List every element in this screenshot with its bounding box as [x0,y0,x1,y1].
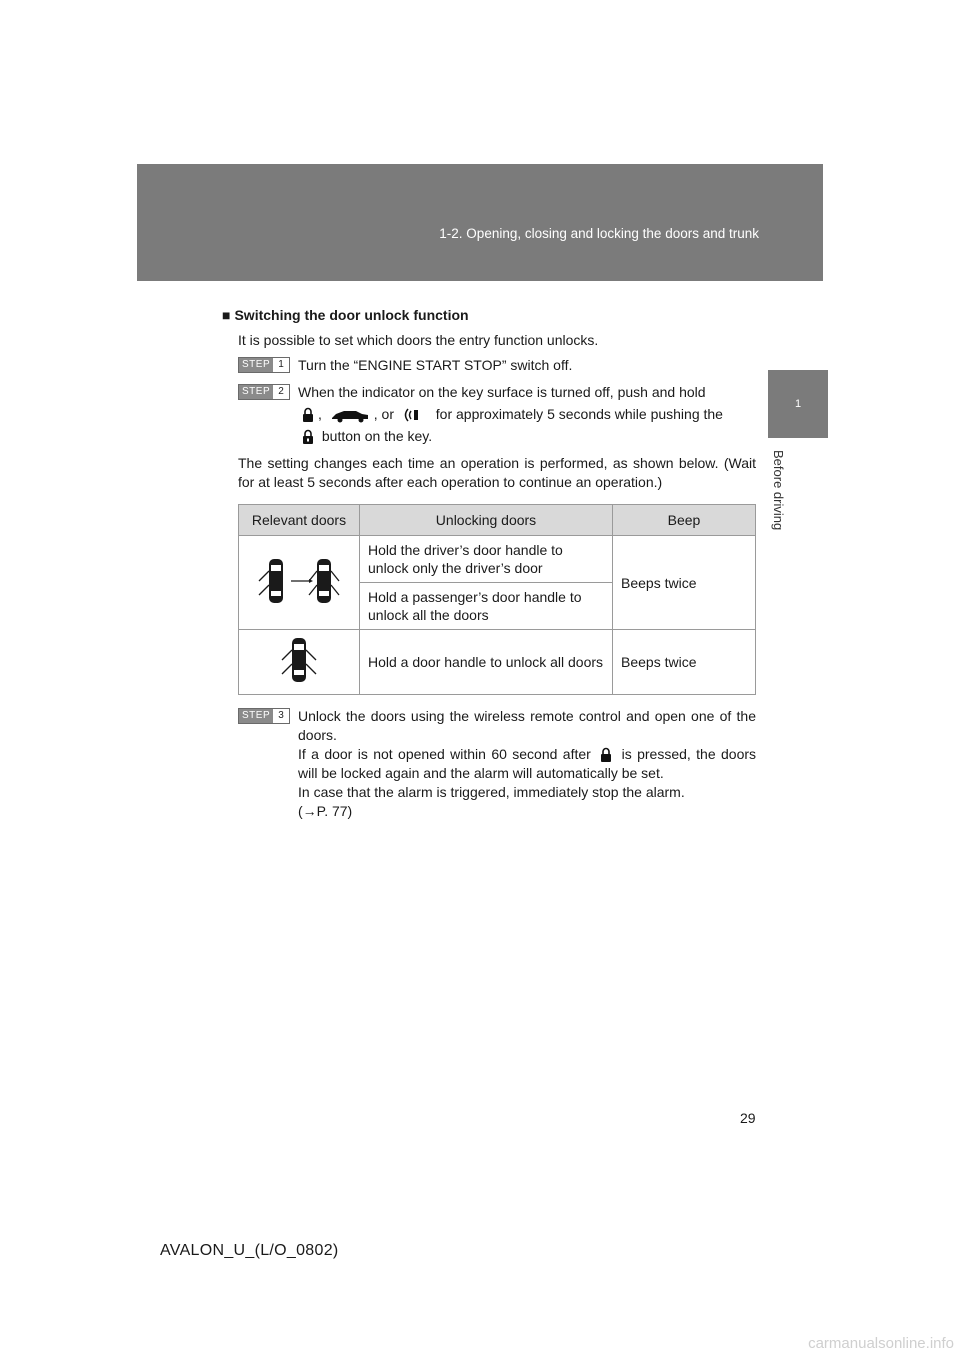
step-3-line-2: If a door is not opened within 60 second after is pressed, the doors will be locked again and the alarm will automatically be set. [298,746,757,781]
table-row [239,630,756,695]
side-tab [768,370,828,438]
car-doors-icon [251,551,347,611]
chapter-header [137,164,823,281]
unlocking-doors-cell: Hold a door handle to unlock all doors [360,630,613,695]
table-header-cell: Unlocking doors [360,505,613,536]
step-1 [222,356,756,375]
step-badge: STEP 3 [238,708,290,724]
lock-icon [600,747,612,763]
section-title: Switching the door unlock function [234,307,469,323]
section-heading [222,306,756,325]
unlock-icon [302,429,314,445]
section-intro: It is possible to set which doors the entry function unlocks. [238,332,599,348]
chapter-title: 1-2. Opening, closing and locking the doors and trunk [439,226,759,241]
setting-text: The setting changes each time an operation is performed, as shown below. (Wait for at least 5 seconds after each operation to continue an operation.) [238,455,756,490]
unlock-settings-table [238,504,756,695]
lock-icon [302,407,314,423]
unlocking-doors-cell: Hold the driver’s door handle to unlock only the driver’s door [360,536,613,583]
table-header-row [239,505,756,536]
table-header-cell: Relevant doors [239,505,360,536]
beep-cell: Beeps twice [613,536,756,630]
panic-icon [402,407,428,423]
step-3 [222,707,756,821]
trunk-icon [330,407,370,423]
page-reference: (→P. 77) [298,803,353,819]
page-number: 29 [740,1110,756,1126]
step-3-line-1: Unlock the doors using the wireless remote control and open one of the doors. [298,708,756,743]
step-badge: STEP 1 [238,357,290,373]
step-2 [222,383,756,446]
step-2-text-a: When the indicator on the key surface is turned off, push and hold [298,384,706,400]
table-header-cell: Beep [613,505,756,536]
step-2-line-3: button on the key. [298,427,756,446]
side-tab-label: Before driving [771,450,786,531]
relevant-doors-cell [239,630,360,695]
car-all-doors-icon [274,634,324,686]
watermark: carmanualsonline.info [808,1335,954,1352]
step-1-text: Turn the “ENGINE START STOP” switch off. [298,357,573,373]
relevant-doors-cell [239,536,360,630]
beep-cell: Beeps twice [613,630,756,695]
section-marker: ■ [222,307,231,323]
page-content [222,306,756,829]
unlocking-doors-cell: Hold a passenger’s door handle to unlock all the doors [360,583,613,630]
side-tab-number: 1 [794,398,802,410]
footer-code: AVALON_U_(L/O_0802) [160,1242,339,1259]
step-2-line-2: , , or for approximately 5 seconds while pushing the [298,405,756,424]
step-3-line-3: In case that the alarm is triggered, immediately stop the alarm. [298,784,685,800]
step-badge: STEP 2 [238,384,290,400]
table-row [239,536,756,583]
